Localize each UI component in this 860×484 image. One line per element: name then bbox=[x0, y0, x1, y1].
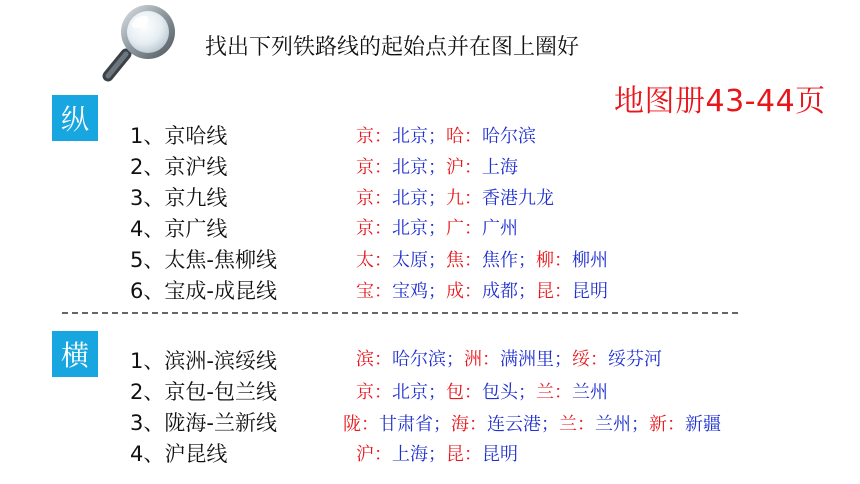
endpoint-place: 绥芬河 bbox=[608, 349, 662, 370]
railway-item-label: 3、京九线 bbox=[130, 186, 228, 210]
endpoint-place: 连云港； bbox=[487, 414, 559, 435]
endpoint-place: 甘肃省； bbox=[379, 414, 451, 435]
endpoint-place: 太原； bbox=[392, 250, 446, 271]
endpoint-place: 昆明 bbox=[482, 444, 518, 465]
endpoint-abbr: 成： bbox=[446, 281, 482, 302]
railway-endpoints bbox=[356, 186, 554, 212]
endpoint-abbr: 太： bbox=[356, 250, 392, 271]
endpoint-abbr: 昆： bbox=[446, 444, 482, 465]
endpoint-abbr: 九： bbox=[446, 188, 482, 209]
endpoint-place: 北京； bbox=[392, 382, 446, 403]
endpoint-abbr: 沪： bbox=[446, 157, 482, 178]
endpoint-abbr: 沪： bbox=[356, 444, 392, 465]
endpoint-abbr: 新： bbox=[649, 414, 685, 435]
endpoint-abbr: 京： bbox=[356, 382, 392, 403]
endpoint-place: 北京； bbox=[392, 126, 446, 147]
endpoint-place: 北京； bbox=[392, 157, 446, 178]
endpoint-place: 成都； bbox=[482, 281, 536, 302]
section-divider bbox=[62, 312, 738, 314]
endpoint-abbr: 滨： bbox=[356, 349, 392, 370]
railway-endpoints bbox=[356, 347, 662, 373]
endpoint-abbr: 宝： bbox=[356, 281, 392, 302]
endpoint-abbr: 广： bbox=[446, 218, 482, 239]
railway-item-label: 4、京广线 bbox=[130, 217, 228, 241]
railway-endpoints bbox=[356, 380, 608, 406]
railway-endpoints bbox=[356, 155, 518, 181]
endpoint-place: 北京； bbox=[392, 188, 446, 209]
endpoint-place: 包头； bbox=[482, 382, 536, 403]
endpoint-place: 香港九龙 bbox=[482, 188, 554, 209]
endpoint-place: 广州 bbox=[482, 218, 518, 239]
endpoint-place: 哈尔滨 bbox=[482, 126, 536, 147]
railway-item-label: 2、京沪线 bbox=[130, 155, 228, 179]
endpoint-place: 昆明 bbox=[572, 281, 608, 302]
endpoint-place: 哈尔滨； bbox=[392, 349, 464, 370]
endpoint-abbr: 京： bbox=[356, 157, 392, 178]
railway-endpoints bbox=[343, 412, 721, 438]
endpoint-abbr: 京： bbox=[356, 218, 392, 239]
endpoint-place: 柳州 bbox=[572, 250, 608, 271]
railway-item-label: 1、滨洲-滨绥线 bbox=[130, 349, 277, 373]
endpoint-abbr: 京： bbox=[356, 126, 392, 147]
atlas-page-note: 地图册43-44页 bbox=[614, 84, 826, 119]
endpoint-place: 焦作； bbox=[482, 250, 536, 271]
railway-item-label: 1、京哈线 bbox=[130, 124, 228, 148]
railway-endpoints bbox=[356, 442, 518, 468]
endpoint-place: 上海； bbox=[392, 444, 446, 465]
magnifier-icon bbox=[96, 2, 196, 82]
endpoint-place: 宝鸡； bbox=[392, 281, 446, 302]
railway-endpoints bbox=[356, 279, 608, 305]
endpoint-place: 满洲里； bbox=[500, 349, 572, 370]
railway-item-label: 5、太焦-焦柳线 bbox=[130, 248, 277, 272]
endpoint-place: 北京； bbox=[392, 218, 446, 239]
endpoint-abbr: 兰： bbox=[559, 414, 595, 435]
endpoint-place: 新疆 bbox=[685, 414, 721, 435]
endpoint-abbr: 哈： bbox=[446, 126, 482, 147]
endpoint-abbr: 绥： bbox=[572, 349, 608, 370]
railway-item-label: 3、陇海-兰新线 bbox=[130, 411, 277, 435]
endpoint-abbr: 焦： bbox=[446, 250, 482, 271]
endpoint-abbr: 海： bbox=[451, 414, 487, 435]
endpoint-place: 兰州； bbox=[595, 414, 649, 435]
endpoint-abbr: 包： bbox=[446, 382, 482, 403]
endpoint-place: 上海 bbox=[482, 157, 518, 178]
endpoint-abbr: 兰： bbox=[536, 382, 572, 403]
endpoint-abbr: 柳： bbox=[536, 250, 572, 271]
railway-endpoints bbox=[356, 216, 518, 242]
endpoint-abbr: 京： bbox=[356, 188, 392, 209]
railway-item-label: 4、沪昆线 bbox=[130, 442, 228, 466]
section-badge-zong: 纵 bbox=[52, 95, 98, 141]
endpoint-place: 兰州 bbox=[572, 382, 608, 403]
railway-endpoints bbox=[356, 248, 608, 274]
section-badge-heng: 横 bbox=[52, 331, 98, 377]
railway-endpoints bbox=[356, 124, 536, 150]
endpoint-abbr: 陇： bbox=[343, 414, 379, 435]
railway-item-label: 6、宝成-成昆线 bbox=[130, 279, 277, 303]
endpoint-abbr: 昆： bbox=[536, 281, 572, 302]
railway-item-label: 2、京包-包兰线 bbox=[130, 380, 277, 404]
endpoint-abbr: 洲： bbox=[464, 349, 500, 370]
page-heading: 找出下列铁路线的起始点并在图上圈好 bbox=[205, 35, 580, 60]
